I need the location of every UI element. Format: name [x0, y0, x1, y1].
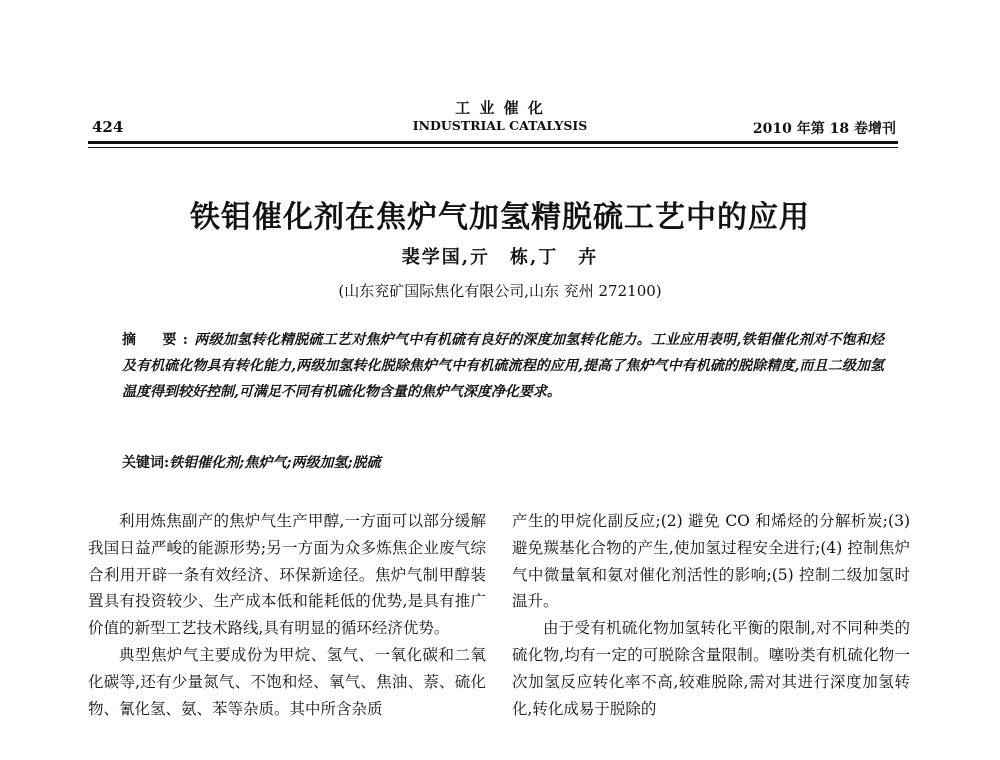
issue-info: 2010 年第 18 卷增刊 [752, 121, 896, 137]
paragraph: 产生的甲烷化副反应;(2) 避免 CO 和烯烃的分解析炭;(3) 避免羰基化合物的产生,使加氢过程安全进行;(4) 控制焦炉气中微量氧和氨对催化剂活性的影响;(5) 控制二级加氢时温升。 [512, 512, 910, 611]
abstract-label: 摘 要: [122, 332, 194, 348]
affiliation: (山东兖矿国际焦化有限公司,山东 兖州 272100) [338, 282, 662, 300]
abstract [122, 327, 884, 405]
body-column-right [512, 508, 910, 722]
keywords-label: 关键词: [122, 455, 170, 471]
keywords [122, 452, 884, 472]
paragraph: 由于受有机硫化物加氢转化平衡的限制,对不同种类的硫化物,均有一定的可脱除含量限制。噻吩类有机硫化物一次加氢反应转化率不高,较难脱除,需对其进行深度加氢转化,转化成易于脱除的 [512, 619, 910, 718]
keywords-text: 铁钼催化剂;焦炉气;两级加氢;脱硫 [169, 455, 381, 471]
abstract-text: 两级加氢转化精脱硫工艺对焦炉气中有机硫有良好的深度加氢转化能力。工业应用表明,铁钼催化剂对不饱和烃及有机硫化物具有转化能力,两级加氢转化脱除焦炉气中有机硫流程的应用,提高了焦炉气中有机硫的脱除精度,而且二级加氢温度得到较好控制,可满足不同有机硫化物含量的焦炉气深度净化要求。 [122, 332, 885, 400]
journal-header [380, 100, 620, 134]
page-number: 424 [92, 118, 124, 136]
authors: 裴学国,亓 栋,丁 卉 [401, 247, 599, 268]
header-rule-thin [88, 147, 898, 148]
paragraph: 利用炼焦副产的焦炉气生产甲醇,一方面可以部分缓解我国日益严峻的能源形势;另一方面为众多炼焦企业废气综合利用开辟一条有效经济、环保新途径。焦炉气制甲醇装置具有投资较少、生产成本低和能耗低的优势,是具有推广价值的新型工艺技术路线,具有明显的循环经济优势。 [88, 512, 486, 638]
paragraph: 典型焦炉气主要成份为甲烷、氢气、一氧化碳和二氧化碳等,还有少量氮气、不饱和烃、氧气、焦油、萘、硫化物、氰化氢、氨、苯等杂质。其中所含杂质 [88, 645, 486, 718]
article-title: 铁钼催化剂在焦炉气加氢精脱硫工艺中的应用 [190, 200, 810, 235]
body-column-left [88, 508, 486, 722]
journal-name-en: INDUSTRIAL CATALYSIS [412, 118, 588, 133]
header-rule-thick [88, 141, 898, 144]
journal-name-cn: 工 业 催 化 [455, 99, 545, 117]
